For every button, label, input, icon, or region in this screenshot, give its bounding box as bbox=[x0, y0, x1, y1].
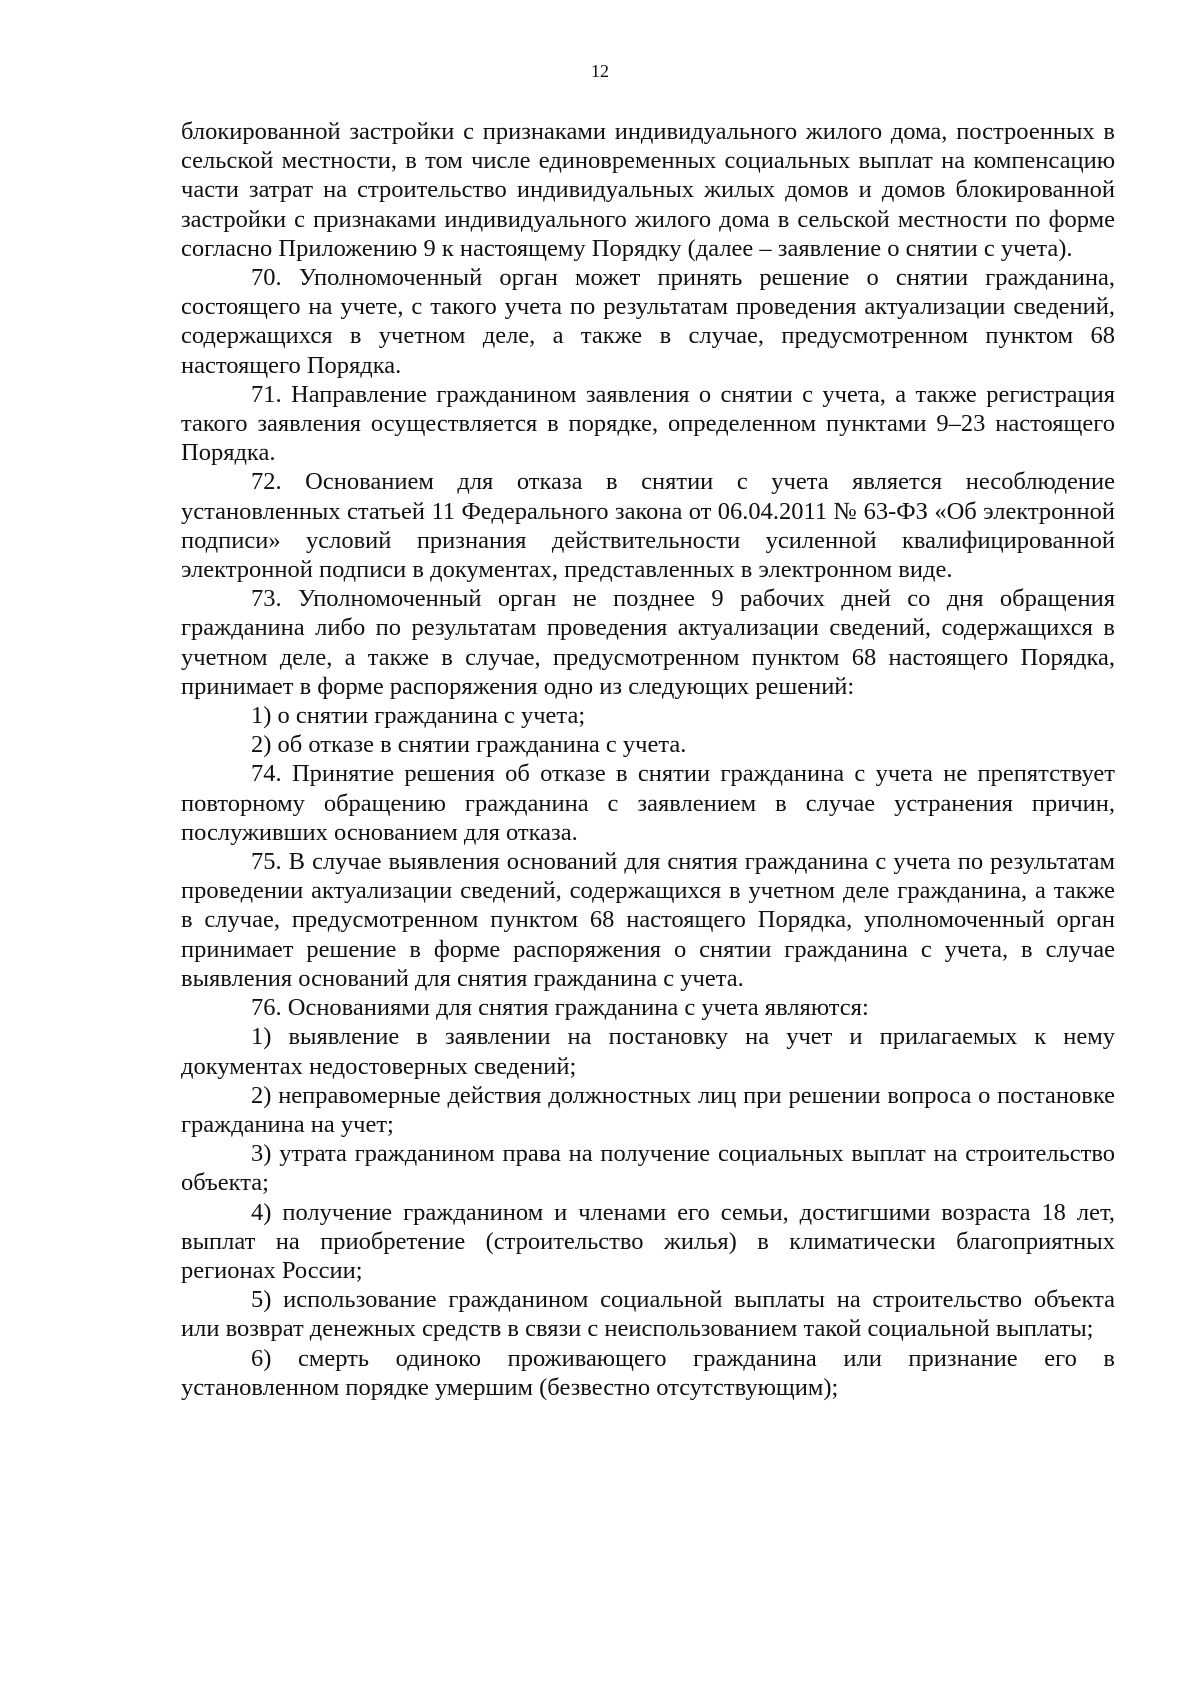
page-number: 12 bbox=[591, 61, 609, 81]
paragraph-70: 70. Уполномоченный орган может принять решение о снятии гражданина, состоящего на учете, с такого учета по результатам проведения актуализации сведений, содержащихся в учетном деле, а также в случае, предусмотренном пунктом 68 настоящего Порядка. bbox=[181, 264, 1115, 379]
paragraph-74: 74. Принятие решения об отказе в снятии гражданина с учета не препятствует повторному обращению гражданина с заявлением в случае устранения причин, послуживших основанием для отказа. bbox=[181, 760, 1115, 846]
paragraph-76-item-6: 6) смерть одиноко проживающего гражданина или признание его в установленном порядке умершим (безвестно отсутствующим); bbox=[181, 1344, 1115, 1401]
paragraph-76-item-5: 5) использование гражданином социальной выплаты на строительство объекта или возврат денежных средств в связи с неиспользованием такой социальной выплаты; bbox=[181, 1286, 1115, 1343]
paragraph-71: 71. Направление гражданином заявления о снятии с учета, а также регистрация такого заявления осуществляется в порядке, определенном пунктами 9–23 настоящего Порядка. bbox=[181, 380, 1115, 467]
document-body bbox=[181, 117, 1115, 1402]
paragraph-75: 75. В случае выявления оснований для снятия гражданина с учета по результатам проведении актуализации сведений, содержащихся в учетном деле гражданина, а также в случае, предусмотренном пунктом 68 настоящего Порядка, уполномоченный орган принимает решение в форме распоряжения о снятии гражданина с учета, в случае выявления оснований для снятия гражданина с учета. bbox=[181, 848, 1115, 992]
paragraph-76-item-2: 2) неправомерные действия должностных лиц при решении вопроса о постановке гражданина на учет; bbox=[181, 1081, 1115, 1138]
paragraph-76-item-1: 1) выявление в заявлении на постановку на учет и прилагаемых к нему документах недостоверных сведений; bbox=[181, 1023, 1115, 1080]
paragraph-76-item-4: 4) получение гражданином и членами его семьи, достигшими возраста 18 лет, выплат на приобретение (строительство жилья) в климатически благоприятных регионах России; bbox=[181, 1198, 1115, 1284]
paragraph-73-item-2: 2) об отказе в снятии гражданина с учета. bbox=[251, 731, 687, 759]
paragraph-76: 76. Основаниями для снятия гражданина с учета являются: bbox=[251, 994, 869, 1022]
paragraph-72: 72. Основанием для отказа в снятии с учета является несоблюдение установленных статьей 11 Федерального закона от 06.04.2011 № 63-ФЗ «Об электронной подписи» условий признания действительности усиленной квалифицированной электронной подписи в документах, представленных в электронном виде. bbox=[181, 468, 1115, 584]
paragraph-73-item-1: 1) о снятии гражданина с учета; bbox=[251, 702, 586, 730]
paragraph-76-item-3: 3) утрата гражданином права на получение социальных выплат на строительство объекта; bbox=[181, 1140, 1115, 1197]
paragraph-continuation: блокированной застройки с признаками индивидуального жилого дома, построенных в сельской местности, в том числе единовременных социальных выплат на компенсацию части затрат на строительство индивидуальных жилых домов и домов блокированной застройки с признаками индивидуального жилого дома в сельской местности по форме согласно Приложению 9 к настоящему Порядку (далее – заявление о снятии с учета). bbox=[181, 118, 1115, 262]
paragraph-73: 73. Уполномоченный орган не позднее 9 рабочих дней со дня обращения гражданина либо по результатам проведения актуализации сведений, содержащихся в учетном деле, а также в случае, предусмотренном пунктом 68 настоящего Порядка, принимает в форме распоряжения одно из следующих решений: bbox=[181, 585, 1115, 700]
